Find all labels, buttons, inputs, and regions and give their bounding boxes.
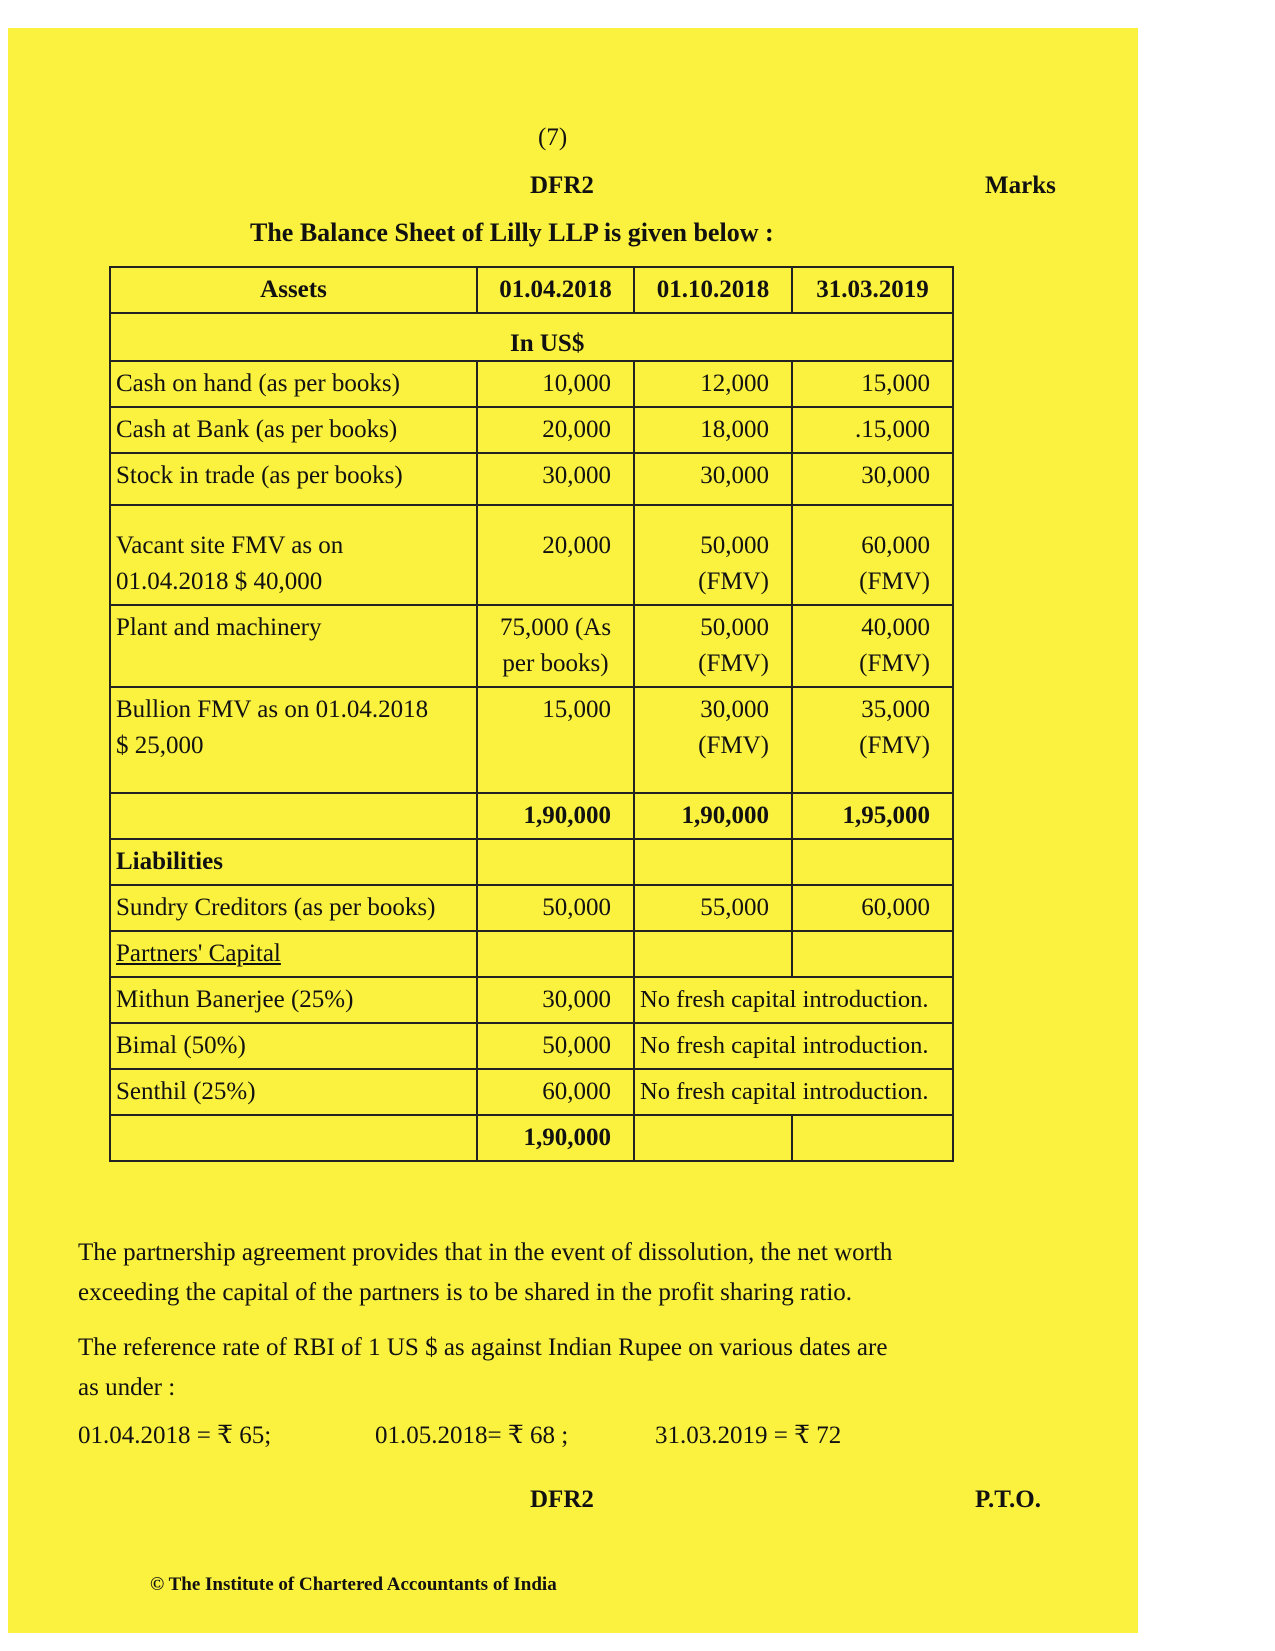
partner-note: No fresh capital introduction. xyxy=(634,1023,953,1069)
empty-cell xyxy=(792,1115,953,1161)
asset-value-line-2: (FMV) xyxy=(859,568,930,595)
footer-pto: P.T.O. xyxy=(975,1486,1041,1513)
asset-label-line-1: Bullion FMV as on 01.04.2018 xyxy=(116,696,429,723)
header-date-3: 31.03.2019 xyxy=(792,267,953,313)
table-row xyxy=(110,407,953,453)
partner-note: No fresh capital introduction. xyxy=(634,1069,953,1115)
partner-note: No fresh capital introduction. xyxy=(634,977,953,1023)
rate-3: 31.03.2019 = ₹ 72 xyxy=(655,1422,842,1449)
empty-cell xyxy=(634,839,792,885)
header-assets: Assets xyxy=(110,267,477,313)
currency-spacer xyxy=(110,313,477,361)
marks-label: Marks xyxy=(985,172,1056,199)
asset-total: 1,90,000 xyxy=(477,793,634,839)
asset-value-line-2: (FMV) xyxy=(698,732,769,759)
partner-label: Senthil (25%) xyxy=(110,1069,477,1115)
liability-value: 55,000 xyxy=(634,885,792,931)
empty-cell xyxy=(792,839,953,885)
asset-value-line-1: 50,000 xyxy=(700,614,769,641)
asset-value: 30,000 xyxy=(792,453,953,505)
page-number: (7) xyxy=(538,124,568,151)
empty-cell xyxy=(477,931,634,977)
asset-value: 15,000 xyxy=(792,361,953,407)
asset-label-line-2: $ 25,000 xyxy=(116,732,204,759)
asset-value-line-1: 35,000 xyxy=(861,696,930,723)
rate-2: 01.05.2018= ₹ 68 ; xyxy=(375,1422,569,1449)
asset-value: .15,000 xyxy=(792,407,953,453)
partners-capital-label: Partners' Capital xyxy=(116,940,281,967)
currency-cell xyxy=(477,313,953,361)
liabilities-heading-row xyxy=(110,839,953,885)
asset-value xyxy=(634,605,792,687)
asset-label xyxy=(110,687,477,793)
asset-value-line-1: 60,000 xyxy=(861,532,930,559)
empty-cell xyxy=(634,931,792,977)
header-date-2: 01.10.2018 xyxy=(634,267,792,313)
asset-value xyxy=(477,605,634,687)
footer-copyright: © The Institute of Chartered Accountants of India xyxy=(150,1574,557,1595)
asset-value: 18,000 xyxy=(634,407,792,453)
asset-label-line-1: Vacant site FMV as on xyxy=(116,532,344,559)
table-row xyxy=(110,885,953,931)
liability-label: Sundry Creditors (as per books) xyxy=(110,885,477,931)
asset-value xyxy=(792,505,953,605)
page-heading: The Balance Sheet of Lilly LLP is given below : xyxy=(250,218,774,247)
asset-value: 30,000 xyxy=(634,453,792,505)
asset-value-line-2: per books) xyxy=(502,650,609,677)
rate-1: 01.04.2018 = ₹ 65; xyxy=(78,1422,272,1449)
asset-value: 30,000 xyxy=(477,453,634,505)
asset-value: 12,000 xyxy=(634,361,792,407)
asset-value-line-2: (FMV) xyxy=(859,732,930,759)
partners-capital-cell xyxy=(110,931,477,977)
asset-value-line-2: (FMV) xyxy=(698,568,769,595)
balance-sheet-table xyxy=(109,266,954,1162)
paragraph-line: exceeding the capital of the partners is to be shared in the profit sharing ratio. xyxy=(78,1279,853,1306)
partner-capital: 60,000 xyxy=(477,1069,634,1115)
table-row xyxy=(110,361,953,407)
asset-value-line-1: 50,000 xyxy=(700,532,769,559)
asset-value-line-1: 30,000 xyxy=(700,696,769,723)
table-row xyxy=(110,453,953,505)
asset-value xyxy=(792,687,953,793)
paragraph-line: The reference rate of RBI of 1 US $ as against Indian Rupee on various dates are xyxy=(78,1334,888,1361)
table-row xyxy=(110,605,953,687)
table-row xyxy=(110,687,953,793)
partner-label: Bimal (50%) xyxy=(110,1023,477,1069)
liability-total-row xyxy=(110,1115,953,1161)
liability-value: 50,000 xyxy=(477,885,634,931)
partners-capital-row xyxy=(110,931,953,977)
paper-code: DFR2 xyxy=(530,172,594,199)
table-row xyxy=(110,505,953,605)
asset-value: 20,000 xyxy=(477,407,634,453)
empty-cell xyxy=(110,1115,477,1161)
table-row xyxy=(110,1069,953,1115)
empty-cell xyxy=(634,1115,792,1161)
liabilities-label: Liabilities xyxy=(110,839,477,885)
table-header-row xyxy=(110,267,953,313)
paragraph-line: The partnership agreement provides that in the event of dissolution, the net worth xyxy=(78,1239,893,1266)
liability-value: 60,000 xyxy=(792,885,953,931)
asset-label: Stock in trade (as per books) xyxy=(110,453,477,505)
paragraph-rbi-rate xyxy=(78,1328,978,1408)
asset-total-row xyxy=(110,793,953,839)
paragraph-dissolution xyxy=(78,1233,978,1313)
asset-label: Cash on hand (as per books) xyxy=(110,361,477,407)
table-row xyxy=(110,1023,953,1069)
footer-paper-code: DFR2 xyxy=(530,1486,594,1513)
asset-value: 10,000 xyxy=(477,361,634,407)
table-row xyxy=(110,977,953,1023)
liability-total: 1,90,000 xyxy=(477,1115,634,1161)
asset-value: 15,000 xyxy=(477,687,634,793)
asset-label: Cash at Bank (as per books) xyxy=(110,407,477,453)
asset-label xyxy=(110,505,477,605)
asset-value-line-2: (FMV) xyxy=(698,650,769,677)
asset-value: 20,000 xyxy=(477,505,634,605)
currency-row xyxy=(110,313,953,361)
header-date-1: 01.04.2018 xyxy=(477,267,634,313)
asset-total-spacer xyxy=(110,793,477,839)
asset-total: 1,90,000 xyxy=(634,793,792,839)
empty-cell xyxy=(792,931,953,977)
asset-value xyxy=(792,605,953,687)
partner-label: Mithun Banerjee (25%) xyxy=(110,977,477,1023)
asset-label-line-2: 01.04.2018 $ 40,000 xyxy=(116,568,323,595)
asset-value-line-2: (FMV) xyxy=(859,650,930,677)
empty-cell xyxy=(477,839,634,885)
partner-capital: 50,000 xyxy=(477,1023,634,1069)
asset-value xyxy=(634,505,792,605)
asset-value xyxy=(634,687,792,793)
paragraph-line: as under : xyxy=(78,1374,176,1401)
asset-label: Plant and machinery xyxy=(110,605,477,687)
asset-total: 1,95,000 xyxy=(792,793,953,839)
partner-capital: 30,000 xyxy=(477,977,634,1023)
currency-label: In US$ xyxy=(510,330,585,357)
asset-value-line-1: 40,000 xyxy=(861,614,930,641)
asset-value-line-1: 75,000 (As xyxy=(499,614,612,641)
